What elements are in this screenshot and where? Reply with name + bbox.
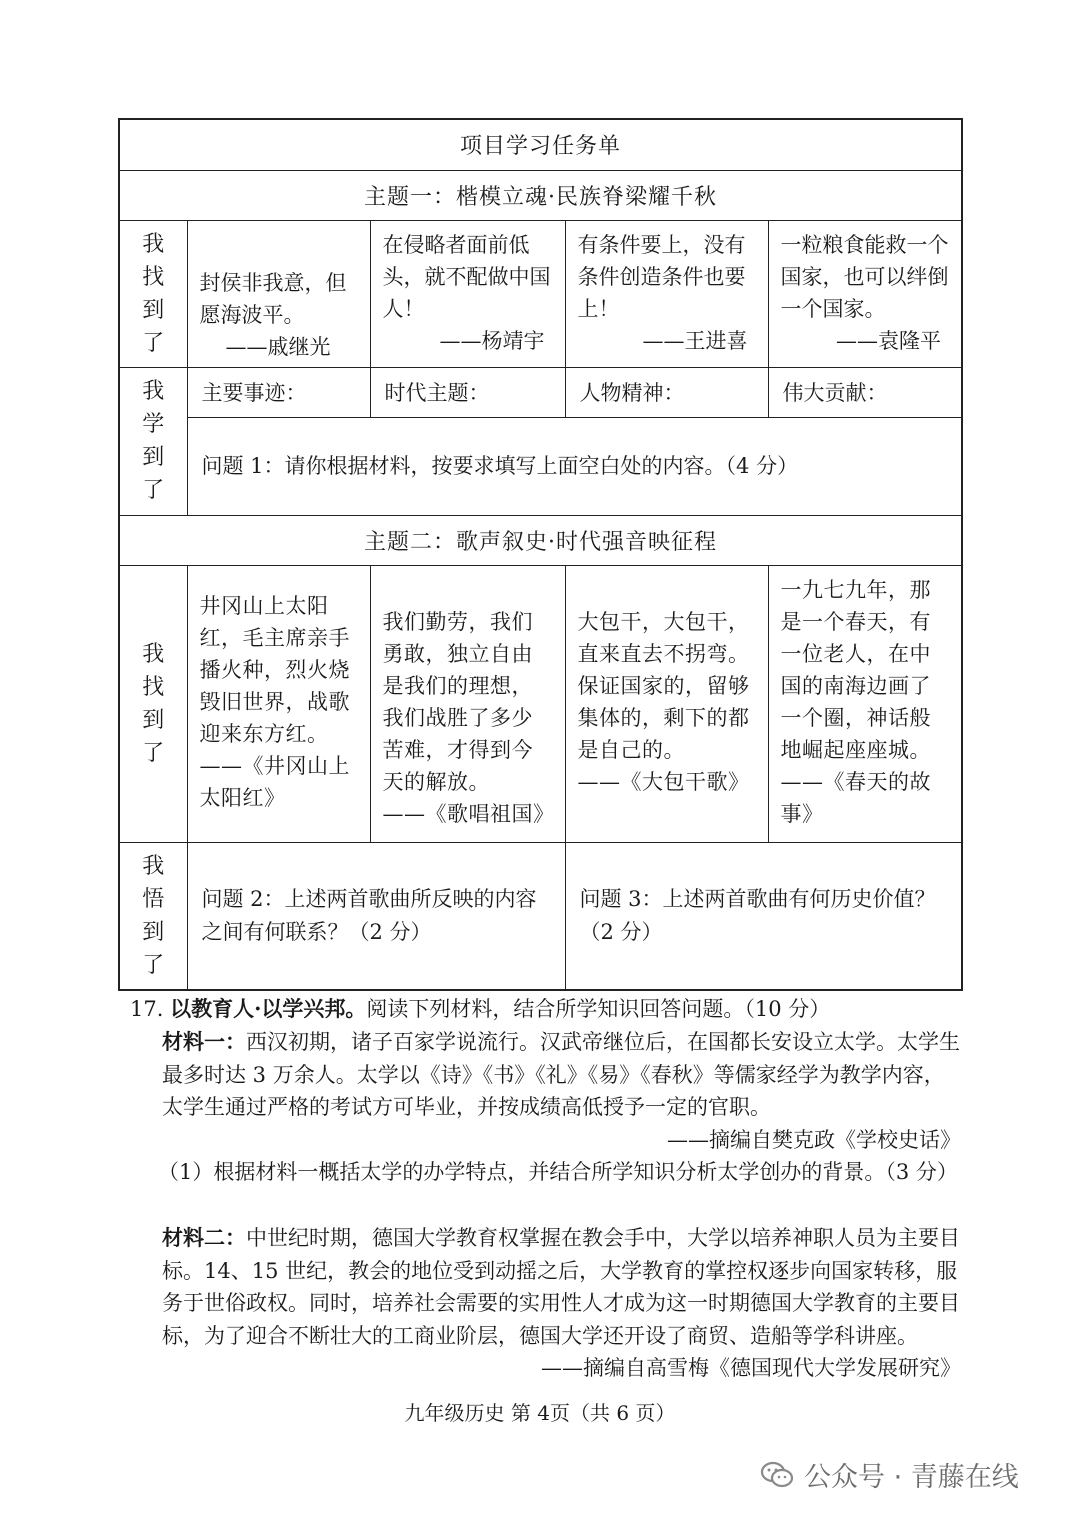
material-two-source: ——摘编自高雪梅《德国现代大学发展研究》 xyxy=(541,1356,961,1380)
question-1: 问题 1：请你根据材料，按要求填写上面空白处的内容。（4 分） xyxy=(187,417,962,515)
quote-yang-jingyu: 在侵略者面前低头，就不配做中国人！ ——杨靖宇 xyxy=(370,220,565,367)
song-gechang-zuguo: 我们勤劳，我们勇敢，独立自由是我们的理想，我们战胜了多少苦难，才得到今天的解放。 ——《歌唱祖国》 xyxy=(370,565,565,842)
quote-qi-jiguang: 封侯非我意，但愿海波平。 ——戚继光 xyxy=(187,220,370,367)
theme-two-title: 主题二：歌声叙史·时代强音映征程 xyxy=(119,515,962,565)
song-dabaogan: 大包干，大包干，直来直去不拐弯。保证国家的，留够集体的，剩下的都是自己的。 ——《大包干歌》 xyxy=(565,565,768,842)
q17-prompt: 阅读下列材料，结合所学知识回答问题。（10 分） xyxy=(366,997,831,1021)
question-2: 问题 2：上述两首歌曲所反映的内容之间有何联系？（2 分） xyxy=(187,842,565,990)
q17-heading: 17. 以教育人·以学兴邦。阅读下列材料，结合所学知识回答问题。（10 分） xyxy=(130,996,831,1021)
wechat-icon xyxy=(760,1460,794,1490)
watermark: 公众号 · 青藤在线 xyxy=(760,1455,1019,1494)
quote-wang-jinxi: 有条件要上，没有条件创造条件也要上！ ——王进喜 xyxy=(565,220,768,367)
side-label-found-2: 我 找 到 了 xyxy=(119,565,187,842)
question-3: 问题 3：上述两首歌曲有何历史价值？（2 分） xyxy=(565,842,962,990)
side-label-found: 我 找 到 了 xyxy=(119,220,187,367)
sub-question-1: （1）根据材料一概括太学的办学特点，并结合所学知识分析太学创办的背景。（3 分） xyxy=(158,1160,958,1184)
song-jinggangshan: 井冈山上太阳红，毛主席亲手播火种，烈火烧毁旧世界，战歌迎来东方红。 ——《井冈山上太阳红》 xyxy=(187,565,370,842)
q17-title: 以教育人·以学兴邦。 xyxy=(170,996,367,1021)
label-era-theme: 时代主题： xyxy=(370,367,565,417)
side-label-learned: 我 学 到 了 xyxy=(119,367,187,515)
label-main-deeds: 主要事迹： xyxy=(187,367,370,417)
side-label-realized: 我 悟 到 了 xyxy=(119,842,187,990)
label-contribution: 伟大贡献： xyxy=(768,367,962,417)
project-task-table xyxy=(118,118,963,991)
material-one-source: ——摘编自樊克政《学校史话》 xyxy=(667,1127,961,1152)
material-two: 材料二：中世纪时期，德国大学教育权掌握在教会手中，大学以培养神职人员为主要目标。14、15 世纪，教会的地位受到动摇之后，大学教育的掌控权逐步向国家转移，服务于世俗政权。同时，培养社会需要的实用性人才成为这一时期德国大学教育的主要目标，为了迎合不断壮大的工商业阶层，德国大学还开设了商贸、造船等学科讲座。 ——摘编自高雪梅《德国现代大学发展研究》 xyxy=(118,1222,961,1385)
theme-one-title: 主题一：楷模立魂·民族脊梁耀千秋 xyxy=(119,170,962,220)
label-spirit: 人物精神： xyxy=(565,367,768,417)
page-footer: 九年级历史 第 4页（共 6 页） xyxy=(404,1401,676,1425)
quote-yuan-longping: 一粒粮食能救一个国家，也可以绊倒一个国家。 ——袁隆平 xyxy=(768,220,962,367)
song-chuntian-gushi: 一九七九年，那是一个春天，有一位老人，在中国的南海边画了一个圈，神话般地崛起座座城。 ——《春天的故事》 xyxy=(768,565,962,842)
material-one: 材料一：西汉初期，诸子百家学说流行。汉武帝继位后，在国都长安设立太学。太学生最多时达 3 万余人。太学以《诗》《书》《礼》《易》《春秋》等儒家经学为教学内容，太学生通过严格的考试方可毕业，并按成绩高低授予一定的官职。 ——摘编自樊克政《学校史话》 （1）根据材料一概括太学的办学特点，并结合所学知识分析太学创办的背景。（3 分） xyxy=(118,1026,961,1189)
table-title: 项目学习任务单 xyxy=(119,119,962,170)
